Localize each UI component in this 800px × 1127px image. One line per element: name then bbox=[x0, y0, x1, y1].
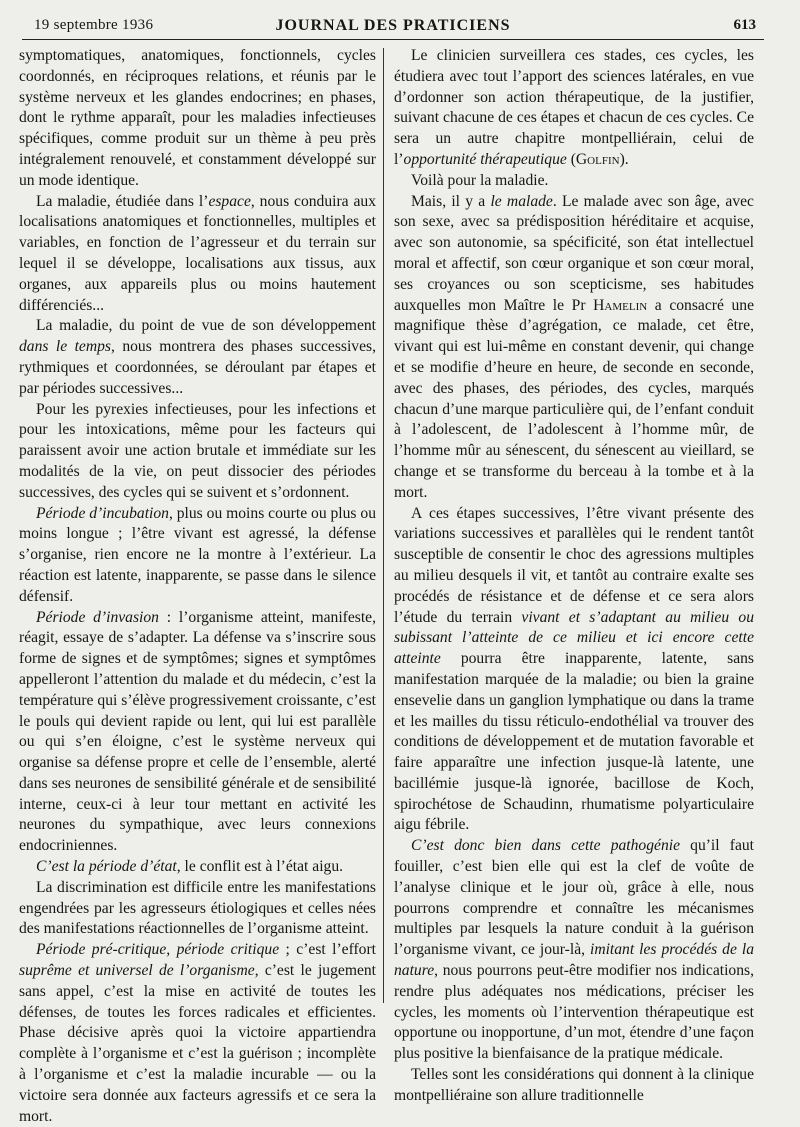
paragraph: Telles sont les considérations qui donnent à la clinique montpelliéraine son allure traditionnelle bbox=[394, 1066, 754, 1104]
paragraph: La maladie, étudiée dans l’espace, nous conduira aux localisations anatomiques et fonctionnelles, multiples et variables, en fonction de l’agresseur et du terrain sur lequel il se développe, localisations aux tissus, aux organes, aux appareils plus ou moins hautement différenciés... bbox=[19, 192, 376, 314]
paragraph: C’est donc bien dans cette pathogénie qu’il faut fouiller, c’est bien elle qui est la clef de voûte de l’analyse clinique et le jour où, grâce à elle, nous pourrons comprendre et connaître les mécanismes multiples par lesquels la nature conduit à la guérison l’organisme vivant, ce jour-là, imitant les procédés de la nature, nous pourrons peut-être modifier nos indications, rendre plus adéquates nos médications, préciser les cycles, les moments où l’intervention thérapeutique est opportune ou inopportune, d’un mot, étendre d’une façon plus positive la bienfaisance de la pratique médicale. bbox=[394, 837, 754, 1063]
page-header bbox=[22, 11, 764, 40]
left-column bbox=[19, 46, 376, 1127]
paragraph: symptomatiques, anatomiques, fonctionnels, cycles coordonnés, en réciproques relations, et réunis par le système nerveux et les glandes endocrines; en phases, dont le rythme apparaît, pour les maladies infectieuses spécifiques, comme produit sur un thème à peu près intégralement renouvelé, et constamment développé sur un mode identique. bbox=[19, 47, 376, 189]
paragraph: La discrimination est difficile entre les manifestations engendrées par les agresseurs étiologiques et celles nées des manifestations réactionnelles de l’organisme atteint. bbox=[19, 878, 376, 938]
paragraph: La maladie, du point de vue de son développement dans le temps, nous montrera des phases successives, rythmiques et coordonnées, se déroulant par étapes et par périodes successives... bbox=[19, 317, 376, 397]
paragraph: A ces étapes successives, l’être vivant présente des variations successives et parallèles qui le rendent tantôt susceptible de consentir le choc des agressions multiples au milieu desquels il vit, et tantôt au contraire exalte ses procédés de résistance et de défense et ce sera alors l’étude du terrain vivant et s’adaptant au milieu ou subissant l’atteinte de ce milieu et ici encore cette atteinte pourra être inapparente, latente, sans manifestation marquée de la maladie; ou bien la graine ensevelie dans un ganglion lymphatique ou dans la trame et les mailles du tissu réticulo-endothélial va trouver des conditions de développement et de mutation favorable et faire apparaître une infection jusque-là latente, une bacillémie jusque-là ignorée, bacillose de Koch, spirochétose de Schaudinn, rhumatisme polyarticulaire aigu fébrile. bbox=[394, 504, 754, 834]
issue-date: 19 septembre 1936 bbox=[34, 17, 154, 33]
column-divider bbox=[383, 48, 384, 1003]
paragraph: Période d’invasion : l’organisme atteint, manifeste, réagit, essaye de s’adapter. La défense va s’inscrire sous forme de signes et de symptômes; signes et symptômes appelleront l’attention du malade et du médecin, c’est la température qui s’élève progressivement croissante, c’est le pouls qui devient rapide ou lent, qui lui est parallèle ou qui s’en éloigne, c’est le système nerveux qui organise sa défense propre et celle de l’ensemble, alerté dans ses neurones de sensibilité générale et de sensibilité interne, ceux-ci à leur tour mettant en activité les neurones du sympathique, avec leurs connexions endocriniennes. bbox=[19, 608, 377, 855]
page-number: 613 bbox=[733, 17, 756, 33]
paragraph: C’est la période d’état, le conflit est à l’état aigu. bbox=[36, 858, 344, 876]
paragraph: Période d’incubation, plus ou moins courte ou plus ou moins longue ; l’être vivant est agressé, la défense s’organise, rien encore ne la montre à l’extérieur. La réaction est latente, inapparente, se passe dans le silence défensif. bbox=[19, 504, 376, 605]
paragraph: Mais, il y a le malade. Le malade avec son âge, avec son sexe, avec sa prédisposition héréditaire et acquise, avec son autonomie, sa spécificité, son état intellectuel moral et affectif, son cœur organique et son cœur moral, ses croyances ou son scepticisme, ses habitudes auxquelles mon Maître le Pr Hamelin a consacré une magnifique thèse d’agrégation, ce malade, cet être, vivant qui est lui-même en constant devenir, qui change et se modifie d’heure en heure, de seconde en seconde, avec des phases, des périodes, des cycles, marqués chacun d’une marque particulière qui, de l’enfant conduit à l’adolescent, de l’adolescent à l’homme mûr, de l’homme mûr au sénescent, du sénescent au vieillard, se change et se transforme du berceau à la tombe et à la mort. bbox=[394, 192, 754, 501]
paragraph: Période pré-critique, période critique ; c’est l’effort suprême et universel de l’organisme, c’est le jugement sans appel, c’est la mise en activité de toutes les défenses, de toutes les forces radicales et efficientes. Phase décisive après quoi la victoire appartiendra complète à l’organisme et c’est la guérison ; incomplète à l’organisme et c’est la maladie incurable — ou la victoire sera donnée aux facteurs agressifs et ce sera la mort. bbox=[19, 941, 377, 1125]
right-column bbox=[394, 46, 754, 1107]
paragraph: Voilà pour la maladie. bbox=[411, 171, 549, 189]
paragraph: Pour les pyrexies infectieuses, pour les infections et pour les intoxications, même pour les facteurs qui paraissent avoir une action brutale et immédiate sur les modalités de la vie, on peut dissocier des périodes successives, des cycles qui se suivent et s’ordonnent. bbox=[19, 400, 376, 501]
journal-title: JOURNAL DES PRATICIENS bbox=[275, 17, 511, 34]
paragraph: Le clinicien surveillera ces stades, ces cycles, les étudiera avec tout l’apport des sciences latérales, en vue d’ordonner son action thérapeutique, de la justifier, suivant chacune de ces étapes et chacun de ces cycles. Ce sera un autre chapitre montpelliérain, celui de l’opportunité thérapeutique (Golfin). bbox=[394, 47, 754, 168]
